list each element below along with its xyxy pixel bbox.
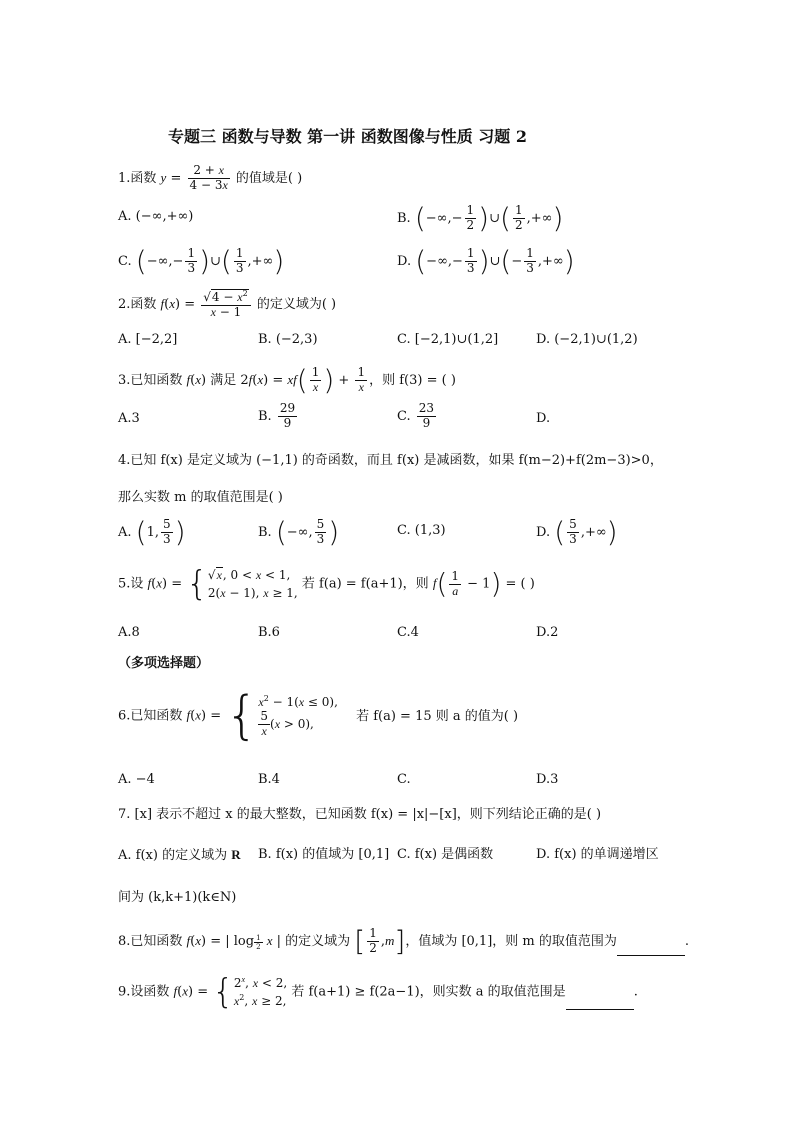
q8-answer-blank[interactable]	[617, 943, 685, 956]
q3-option-d: D.	[536, 411, 551, 426]
q4-option-a: A. (1, $\frac{5}{3}$ )	[118, 515, 186, 549]
q5-option-a: A.8	[118, 625, 140, 640]
question-9: 9.设函数 $f(x) = \{2^x$, x < 2, $x^2$, x ≥ 2, 若 f(a+1) ≥ f(2a−1)，则实数 a 的取值范围是 .	[118, 972, 638, 1012]
q2-fraction: $\frac{√4 - x^2}{x - 1}$	[201, 289, 250, 320]
q7-option-d-continued: 间为 (k,k+1)(k∈N)	[118, 890, 237, 905]
question-5: 5.设 f(x) = {√x, 0 < x < 1, 2(x − 1), x ≥ 1, 若 f(a) = f(a+1)，则 f( $\frac{1}{a}$ − 1) = ( )	[118, 564, 535, 604]
q6-option-a: A. −4	[118, 772, 155, 787]
q7-option-a: A. f(x) 的定义域为 R	[118, 847, 241, 863]
q1-option-c: C. (−∞,− $\frac{1}{3}$ )∪( $\frac{1}{3}$ ,+∞)	[118, 244, 285, 278]
q6-option-c: C.	[397, 772, 411, 787]
q1-option-a: A. (−∞,+∞)	[118, 209, 194, 224]
q5-option-b: B.6	[258, 625, 280, 640]
question-4-line-2: 那么实数 m 的取值范围是( )	[118, 490, 283, 505]
q5-option-c: C.4	[397, 625, 419, 640]
q3-option-a: A.3	[118, 411, 140, 426]
section-heading: （多项选择题）	[118, 656, 210, 671]
q7-option-c: C. f(x) 是偶函数	[397, 847, 494, 862]
q6-option-d: D.3	[536, 772, 559, 787]
q1-stem-prefix: 1.函数	[118, 170, 161, 186]
question-6: 6.已知函数 $f(x) = \{x^2 - 1(x \le 0)$, $\frac{5}{x}$ (x > 0), 若 f(a) = 15 则 a 的值为( )	[118, 686, 519, 746]
q1-stem-suffix: 的值域是( )	[235, 170, 303, 186]
q2-option-d: D. (−2,1)∪(1,2)	[536, 332, 638, 347]
q2-option-b: B. (−2,3)	[258, 332, 318, 347]
q1-option-b: B. (−∞,− $\frac{1}{2}$ )∪( $\frac{1}{2}$ ,+∞)	[397, 201, 564, 235]
question-8: 8.已知函数 f(x) = | log $\frac{1}{2}$ x | 的定义域为 [ $\frac{1}{2}$ ,m]，值域为 [0,1]，则 m 的取值范围为 .	[118, 924, 690, 958]
question-3: 3.已知函数 f(x) 满足 2f(x) = xf( $\frac{1}{x}$ ) + $\frac{1}{x}$ ，则 f(3) = ( )	[118, 363, 456, 397]
question-7: 7. [x] 表示不超过 x 的最大整数，已知函数 f(x) = |x|−[x]，则下列结论正确的是( )	[118, 807, 602, 822]
page-title: 专题三 函数与导数 第一讲 函数图像与性质 习题 2	[168, 127, 527, 146]
q2-option-a: A. [−2,2]	[118, 332, 178, 347]
q1-option-d: D. (−∞,− $\frac{1}{3}$ )∪(− $\frac{1}{3}$ ,+∞)	[397, 244, 575, 278]
q7-option-b: B. f(x) 的值域为 [0,1]	[258, 847, 390, 862]
q4-option-c: C. (1,3)	[397, 523, 446, 538]
question-2: 2.函数 f(x) = $\frac{√4 - x^2}{x - 1}$ 的定义域为( )	[118, 289, 337, 319]
question-1: 1.函数 y = $\frac{2 + x}{4 - 3x}$ 的值域是( )	[118, 163, 303, 192]
q3-option-c: C. $\frac{23}{9}$	[397, 401, 435, 430]
q2-option-c: C. [−2,1)∪(1,2]	[397, 332, 499, 347]
q1-fraction: $\frac{2 + x}{4 - 3x}$	[189, 163, 228, 192]
q6-option-b: B.4	[258, 772, 280, 787]
q7-option-d: D. f(x) 的单调递增区	[536, 847, 659, 862]
question-4-line-1: 4.已知 f(x) 是定义域为 (−1,1) 的奇函数，而且 f(x) 是减函数，如果 f(m−2)+f(2m−3)>0，	[118, 453, 663, 468]
q5-option-d: D.2	[536, 625, 559, 640]
q4-option-b: B. (−∞, $\frac{5}{3}$ )	[258, 515, 340, 549]
q4-option-d: D. ( $\frac{5}{3}$ ,+∞)	[536, 515, 618, 549]
q9-answer-blank[interactable]	[566, 997, 634, 1010]
q3-option-b: B. $\frac{29}{9}$	[258, 401, 296, 430]
